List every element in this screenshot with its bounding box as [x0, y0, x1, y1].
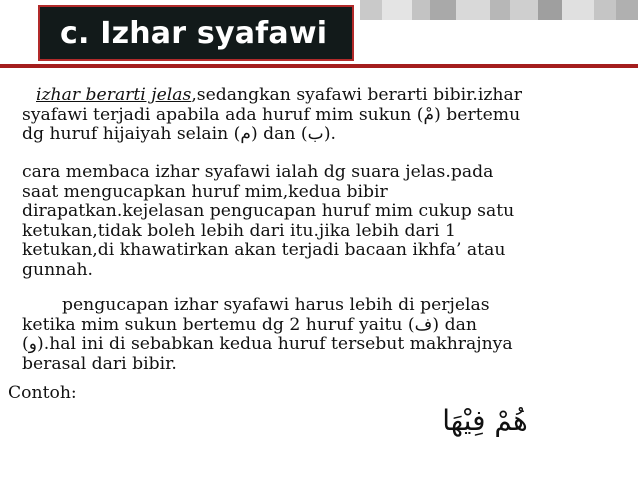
how-to-read-line: cara membaca izhar syafawi ialah dg suara jelas.pada	[22, 162, 494, 182]
how-to-read-line: ketukan,di khawatirkan akan terjadi bacaan ikhfa’ atau	[22, 240, 506, 261]
how-to-read-line: dirapatkan.kejelasan pengucapan huruf mim cukup satu	[22, 201, 515, 222]
definition-line-1	[22, 86, 522, 106]
arabic-example: هُمْ فِيْهَا	[442, 404, 528, 437]
how-to-read-line: ketukan,tidak boleh lebih dari itu.jika lebih dari 1	[22, 220, 456, 241]
pronunciation-line: (و).hal ini di sebabkan kedua huruf tersebut makhrajnya	[22, 334, 513, 355]
pronunciation-line: berasal dari bibir.	[22, 353, 177, 374]
pronunciation-line: ketika mim sukun bertemu dg 2 huruf yaitu (ف) dan	[22, 314, 477, 335]
slide-title: c. Izhar syafawi	[60, 15, 328, 51]
definition-term: izhar berarti jelas	[36, 85, 192, 105]
definition-line-3: dg huruf hijaiyah selain (م) dan (ب).	[22, 124, 337, 145]
definition-line-1-rest: ,sedangkan syafawi berarti bibir.izhar	[191, 85, 522, 105]
how-to-read-line: gunnah.	[22, 259, 93, 280]
pronunciation-line: pengucapan izhar syafawi harus lebih di perjelas	[62, 295, 490, 315]
definition-line-2: syafawi terjadi apabila ada huruf mim sukun (مْ) bertemu	[22, 104, 521, 125]
paragraph-how-to-read	[22, 163, 514, 281]
how-to-read-line: saat mengucapkan huruf mim,kedua bibir	[22, 181, 388, 202]
paragraph-definition	[22, 86, 522, 145]
example-label: Contoh:	[8, 383, 77, 403]
paragraph-pronunciation	[22, 296, 513, 374]
